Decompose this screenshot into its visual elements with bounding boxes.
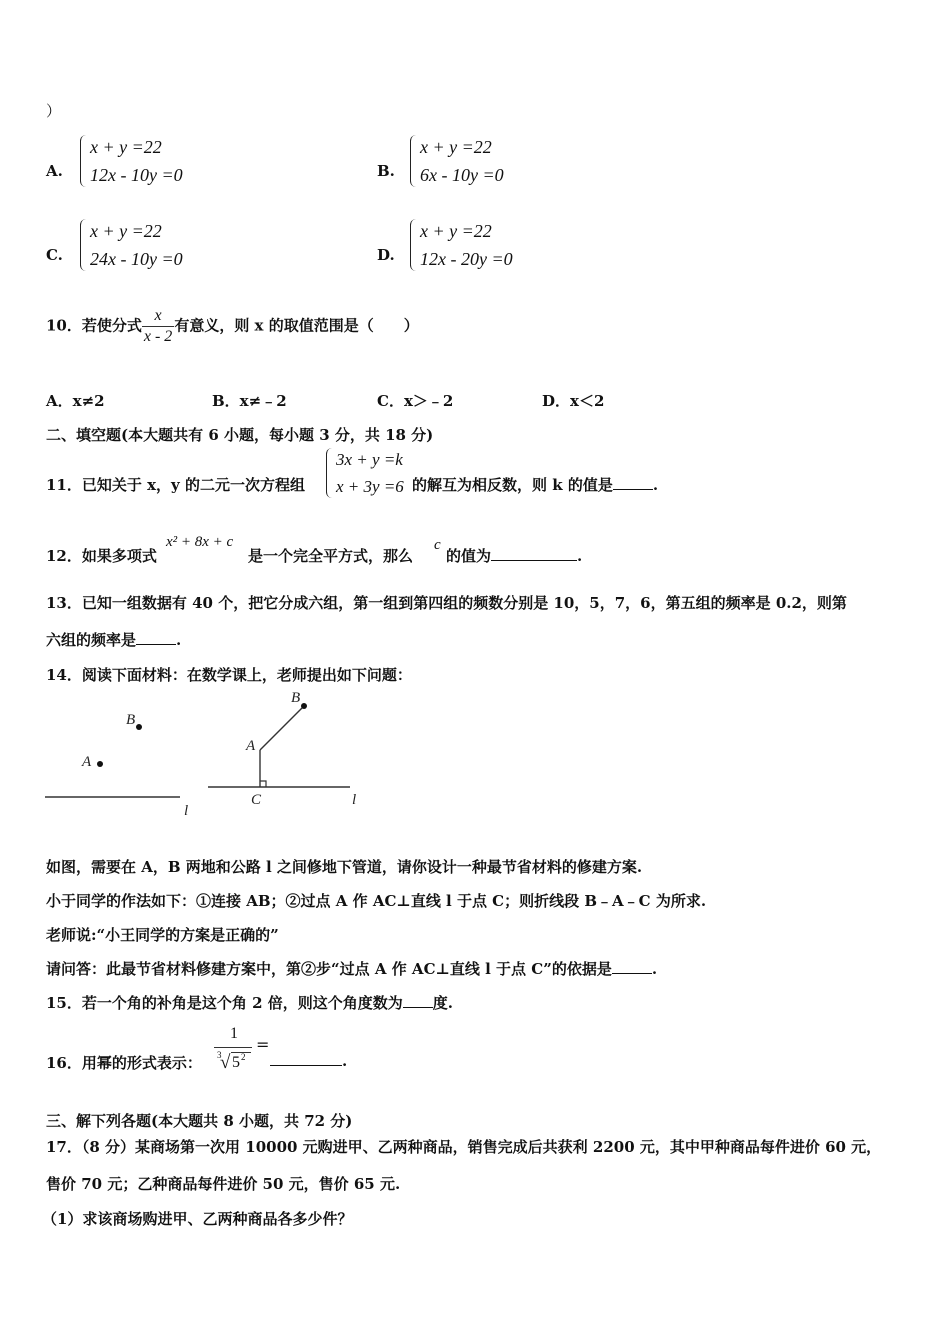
question-17-line2: 售价 70 元；乙种商品每件进价 50 元，售价 65 元. [46,1175,401,1193]
question-15 [46,992,453,1013]
q12-end: . [577,547,583,565]
q16-answer [270,1052,347,1070]
question-17-part1: （1）求该商场购进甲、乙两种商品各多少件？ [42,1210,353,1228]
option-letter: D. [377,246,395,264]
question-17-line1: 17．（8 分）某商场第一次用 10000 元购进甲、乙两种商品，销售完成后共获利 2200 元，其中甲种商品每件进价 60 元， [46,1138,882,1156]
option-letter: C. [46,246,63,264]
label-l-left: l [184,803,189,819]
question-11-suffix [412,474,658,495]
answer-blank[interactable] [270,1065,342,1066]
equation-system [80,133,183,189]
equation: x + y =22 [420,137,492,157]
fraction-bar [214,1047,252,1048]
question-12-end [446,545,582,566]
equation: x + y =22 [420,221,492,241]
top-paren: ） [46,102,62,120]
label-c-right: C [251,792,262,808]
question-11-prefix: 11．已知关于 x，y 的二元一次方程组 [46,476,305,494]
equation: 3x + y =k [336,450,403,469]
label-b-left: B [126,712,136,728]
q12-suffix: 的值为 [446,547,492,565]
q12-prefix: 12．如果多项式 [46,547,157,565]
equation: x + y =22 [90,137,162,157]
equation: 12x - 10y =0 [90,165,183,185]
question-12-rest [248,545,413,566]
q16-radical [216,1050,256,1076]
radicand: 5 [232,1054,240,1071]
equation: x + y =22 [90,221,162,241]
question-14-p4 [46,958,657,979]
label-b-right: B [291,690,301,706]
equation: x + 3y =6 [336,477,404,496]
q11-suffix-text: 的解互为相反数，则 k 的值是 [412,476,613,494]
q14-figure [40,690,380,825]
equation: 6x - 10y =0 [420,165,504,185]
q10-option-b[interactable]: B．x≠﹣2 [212,392,287,410]
root-index: 3 [217,1050,222,1060]
q13-end: . [176,631,182,649]
section-3-heading: 三、解下列各题(本大题共 8 小题，共 72 分) [46,1112,353,1130]
q13-line2-text: 六组的频率是 [46,631,137,649]
q16-numerator: 1 [230,1025,238,1042]
radical-sign-icon: √ [220,1052,231,1073]
label-a-right: A [246,738,256,754]
q15-suffix: 度. [432,994,453,1012]
answer-blank[interactable] [612,973,652,974]
option-letter: A. [46,162,63,180]
equation-system [410,133,504,189]
equals-sign: = [256,1035,270,1054]
segment-ab [260,706,304,750]
q12-middle: 是一个完全平方式，那么 [248,547,414,565]
fraction-numerator: x [154,307,162,324]
q12-var-c: c [434,537,441,553]
q10-suffix: 有意义，则 x 的取值范围是（ ） [174,316,419,335]
question-10 [46,306,419,347]
q16-end: . [342,1052,348,1070]
q14-p4-end: . [651,960,658,978]
question-16-prefix: 16．用幂的形式表示： [46,1054,202,1072]
q14-p4-text: 请问答：此最节省材料修建方案中，第②步“过点 A 作 AC⊥直线 l 于点 C”的依据是 [46,960,612,978]
q11-end: . [652,476,659,494]
question-13-line2 [46,629,181,650]
question-14-p1: 如图，需要在 A，B 两地和公路 l 之间修地下管道，请你设计一种最节省材料的修建方案. [46,858,643,876]
answer-blank[interactable] [403,1007,433,1008]
q10-option-c[interactable]: C．x＞﹣2 [377,392,454,410]
q12-polynomial: x² + 8x + c [166,534,234,550]
point-b-right [301,703,307,709]
answer-blank[interactable] [491,560,577,561]
question-14-intro: 14．阅读下面材料：在数学课上，老师提出如下问题： [46,666,412,684]
question-14-p3: 老师说:“小王同学的方案是正确的” [46,926,279,944]
right-angle-mark [260,781,266,787]
question-13-line1: 13．已知一组数据有 40 个，把它分成六组，第一组到第四组的频数分别是 10，5，7，6，第五组的频率是 0.2，则第 [46,594,847,612]
question-14-p2: 小于同学的作法如下：①连接 AB；②过点 A 作 AC⊥直线 l 于点 C；则折线段 B﹣A﹣C 为所求. [46,892,707,910]
point-b-left [136,724,142,730]
q10-option-d[interactable]: D．x＜2 [542,392,605,410]
q15-prefix: 15．若一个角的补角是这个角 2 倍，则这个角度数为 [46,994,403,1012]
radicand-exponent: 2 [241,1052,246,1062]
equation-system [80,217,183,273]
q10-fraction [142,306,174,347]
equation: 24x - 10y =0 [90,249,183,269]
answer-blank[interactable] [136,644,176,645]
answer-blank[interactable] [613,489,653,490]
q11-equation-system [326,446,404,500]
fraction-denominator: x - 2 [143,328,173,345]
equation: 12x - 20y =0 [420,249,513,269]
point-a-left [97,761,103,767]
q10-prefix: 10．若使分式 [46,316,142,335]
section-2-heading: 二、填空题(本大题共有 6 小题，每小题 3 分，共 18 分) [46,426,434,444]
option-letter: B. [377,162,395,180]
equation-system [410,217,513,273]
label-a-left: A [82,754,92,770]
label-l-right: l [352,792,357,808]
question-12 [46,545,157,566]
q10-option-a[interactable]: A．x≠2 [46,392,105,410]
